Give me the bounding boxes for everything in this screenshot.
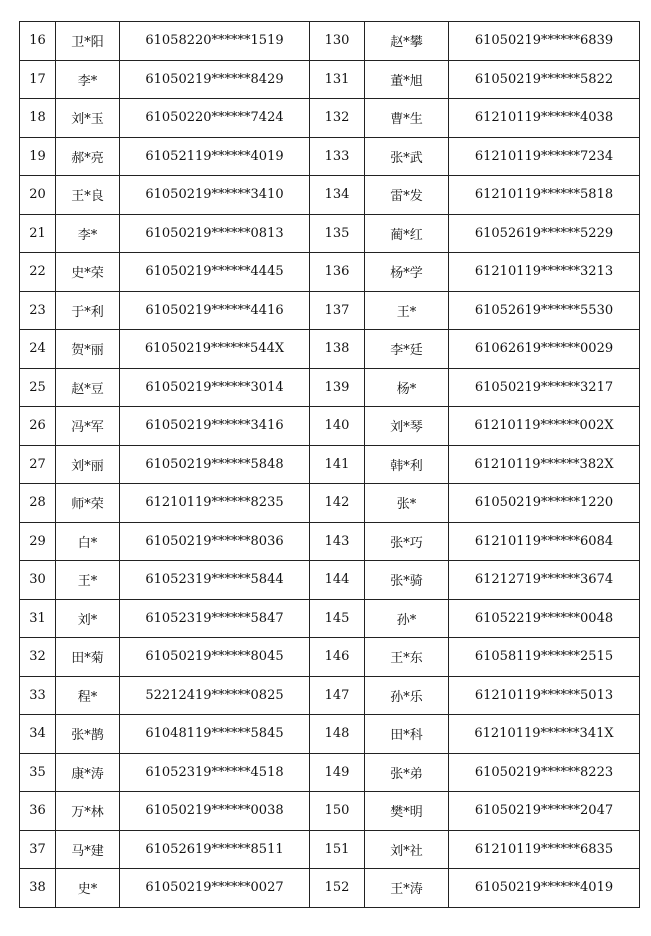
name-cell: 刘*琴	[365, 407, 449, 446]
row-number-cell: 28	[20, 484, 56, 523]
name-cell: 郝*亮	[56, 137, 120, 176]
row-number-cell: 132	[310, 99, 365, 138]
row-number-cell: 130	[310, 22, 365, 61]
id-number-cell: 61050219******8036	[120, 522, 310, 561]
name-cell: 蔺*红	[365, 214, 449, 253]
id-number-cell: 61050219******0038	[120, 792, 310, 831]
row-number-cell: 32	[20, 638, 56, 677]
id-number-cell: 61050219******8045	[120, 638, 310, 677]
name-cell: 刘*玉	[56, 99, 120, 138]
id-number-cell: 61052619******5530	[449, 291, 640, 330]
name-cell: 冯*军	[56, 407, 120, 446]
name-cell: 田*菊	[56, 638, 120, 677]
row-number-cell: 139	[310, 368, 365, 407]
name-cell: 孙*乐	[365, 676, 449, 715]
name-cell: 师*荣	[56, 484, 120, 523]
table-row	[20, 676, 640, 715]
id-number-cell: 61050219******6839	[449, 22, 640, 61]
row-number-cell: 151	[310, 830, 365, 869]
row-number-cell: 131	[310, 60, 365, 99]
name-cell: 樊*明	[365, 792, 449, 831]
table-row	[20, 715, 640, 754]
row-number-cell: 147	[310, 676, 365, 715]
name-cell: 马*建	[56, 830, 120, 869]
id-number-cell: 61050219******4019	[449, 869, 640, 908]
table-row	[20, 869, 640, 908]
name-cell: 程*	[56, 676, 120, 715]
table-row	[20, 291, 640, 330]
id-number-cell: 61050219******0813	[120, 214, 310, 253]
id-number-cell: 61210119******4038	[449, 99, 640, 138]
name-cell: 刘*社	[365, 830, 449, 869]
name-cell: 史*	[56, 869, 120, 908]
table-row	[20, 792, 640, 831]
row-number-cell: 25	[20, 368, 56, 407]
name-cell: 孙*	[365, 599, 449, 638]
row-number-cell: 38	[20, 869, 56, 908]
id-number-cell: 61050219******4416	[120, 291, 310, 330]
row-number-cell: 36	[20, 792, 56, 831]
table-row	[20, 176, 640, 215]
row-number-cell: 136	[310, 253, 365, 292]
name-cell: 曹*生	[365, 99, 449, 138]
id-number-cell: 61050219******5848	[120, 445, 310, 484]
table-row	[20, 445, 640, 484]
table-row	[20, 407, 640, 446]
row-number-cell: 16	[20, 22, 56, 61]
row-number-cell: 26	[20, 407, 56, 446]
id-number-cell: 61210119******002X	[449, 407, 640, 446]
name-cell: 杨*学	[365, 253, 449, 292]
row-number-cell: 146	[310, 638, 365, 677]
table-row	[20, 330, 640, 369]
name-cell: 雷*发	[365, 176, 449, 215]
table-row	[20, 137, 640, 176]
row-number-cell: 18	[20, 99, 56, 138]
id-number-cell: 61058119******2515	[449, 638, 640, 677]
name-cell: 赵*豆	[56, 368, 120, 407]
name-cell: 万*林	[56, 792, 120, 831]
name-cell: 王*东	[365, 638, 449, 677]
id-number-cell: 61050219******3416	[120, 407, 310, 446]
row-number-cell: 20	[20, 176, 56, 215]
name-cell: 张*骑	[365, 561, 449, 600]
id-number-cell: 61050219******544X	[120, 330, 310, 369]
name-cell: 王*	[56, 561, 120, 600]
row-number-cell: 135	[310, 214, 365, 253]
id-number-cell: 61050219******4445	[120, 253, 310, 292]
id-number-cell: 61052319******5844	[120, 561, 310, 600]
id-number-cell: 61210119******8235	[120, 484, 310, 523]
id-number-cell: 61052619******8511	[120, 830, 310, 869]
roster-table	[19, 21, 640, 908]
row-number-cell: 148	[310, 715, 365, 754]
name-cell: 史*荣	[56, 253, 120, 292]
name-cell: 李*	[56, 60, 120, 99]
id-number-cell: 61050220******7424	[120, 99, 310, 138]
row-number-cell: 149	[310, 753, 365, 792]
table-row	[20, 484, 640, 523]
name-cell: 张*武	[365, 137, 449, 176]
row-number-cell: 19	[20, 137, 56, 176]
id-number-cell: 61210119******6084	[449, 522, 640, 561]
id-number-cell: 61048119******5845	[120, 715, 310, 754]
id-number-cell: 61050219******1220	[449, 484, 640, 523]
id-number-cell: 61210119******5818	[449, 176, 640, 215]
id-number-cell: 61052119******4019	[120, 137, 310, 176]
row-number-cell: 143	[310, 522, 365, 561]
row-number-cell: 37	[20, 830, 56, 869]
row-number-cell: 34	[20, 715, 56, 754]
row-number-cell: 145	[310, 599, 365, 638]
id-number-cell: 61212719******3674	[449, 561, 640, 600]
name-cell: 贺*丽	[56, 330, 120, 369]
table-row	[20, 830, 640, 869]
row-number-cell: 30	[20, 561, 56, 600]
id-number-cell: 61058220******1519	[120, 22, 310, 61]
name-cell: 赵*攀	[365, 22, 449, 61]
table-row	[20, 253, 640, 292]
table-row	[20, 561, 640, 600]
name-cell: 康*涛	[56, 753, 120, 792]
row-number-cell: 17	[20, 60, 56, 99]
row-number-cell: 27	[20, 445, 56, 484]
id-number-cell: 61050219******8223	[449, 753, 640, 792]
name-cell: 田*科	[365, 715, 449, 754]
name-cell: 张*弟	[365, 753, 449, 792]
id-number-cell: 61050219******3217	[449, 368, 640, 407]
id-number-cell: 61052219******0048	[449, 599, 640, 638]
id-number-cell: 61050219******3410	[120, 176, 310, 215]
table-row	[20, 753, 640, 792]
id-number-cell: 61052319******4518	[120, 753, 310, 792]
id-number-cell: 61210119******341X	[449, 715, 640, 754]
row-number-cell: 133	[310, 137, 365, 176]
name-cell: 李*廷	[365, 330, 449, 369]
row-number-cell: 21	[20, 214, 56, 253]
name-cell: 张*巧	[365, 522, 449, 561]
name-cell: 白*	[56, 522, 120, 561]
table-row	[20, 22, 640, 61]
id-number-cell: 61050219******2047	[449, 792, 640, 831]
id-number-cell: 61050219******0027	[120, 869, 310, 908]
id-number-cell: 61210119******7234	[449, 137, 640, 176]
row-number-cell: 138	[310, 330, 365, 369]
name-cell: 于*利	[56, 291, 120, 330]
name-cell: 王*	[365, 291, 449, 330]
table-row	[20, 368, 640, 407]
table-row	[20, 638, 640, 677]
name-cell: 王*涛	[365, 869, 449, 908]
row-number-cell: 137	[310, 291, 365, 330]
table-row	[20, 60, 640, 99]
name-cell: 刘*	[56, 599, 120, 638]
name-cell: 王*良	[56, 176, 120, 215]
row-number-cell: 22	[20, 253, 56, 292]
id-number-cell: 61050219******3014	[120, 368, 310, 407]
row-number-cell: 140	[310, 407, 365, 446]
row-number-cell: 152	[310, 869, 365, 908]
table-row	[20, 99, 640, 138]
row-number-cell: 29	[20, 522, 56, 561]
row-number-cell: 23	[20, 291, 56, 330]
table-row	[20, 214, 640, 253]
row-number-cell: 144	[310, 561, 365, 600]
id-number-cell: 61050219******5822	[449, 60, 640, 99]
row-number-cell: 150	[310, 792, 365, 831]
id-number-cell: 61210119******5013	[449, 676, 640, 715]
row-number-cell: 141	[310, 445, 365, 484]
table-row	[20, 522, 640, 561]
id-number-cell: 61062619******0029	[449, 330, 640, 369]
id-number-cell: 61210119******6835	[449, 830, 640, 869]
name-cell: 卫*阳	[56, 22, 120, 61]
name-cell: 张*鹊	[56, 715, 120, 754]
row-number-cell: 142	[310, 484, 365, 523]
row-number-cell: 33	[20, 676, 56, 715]
name-cell: 韩*利	[365, 445, 449, 484]
row-number-cell: 35	[20, 753, 56, 792]
name-cell: 杨*	[365, 368, 449, 407]
row-number-cell: 134	[310, 176, 365, 215]
id-number-cell: 61052619******5229	[449, 214, 640, 253]
row-number-cell: 31	[20, 599, 56, 638]
name-cell: 刘*丽	[56, 445, 120, 484]
id-number-cell: 61052319******5847	[120, 599, 310, 638]
name-cell: 张*	[365, 484, 449, 523]
name-cell: 李*	[56, 214, 120, 253]
row-number-cell: 24	[20, 330, 56, 369]
id-number-cell: 61050219******8429	[120, 60, 310, 99]
roster-table-body	[20, 22, 640, 908]
id-number-cell: 61210119******3213	[449, 253, 640, 292]
table-row	[20, 599, 640, 638]
name-cell: 董*旭	[365, 60, 449, 99]
id-number-cell: 52212419******0825	[120, 676, 310, 715]
id-number-cell: 61210119******382X	[449, 445, 640, 484]
